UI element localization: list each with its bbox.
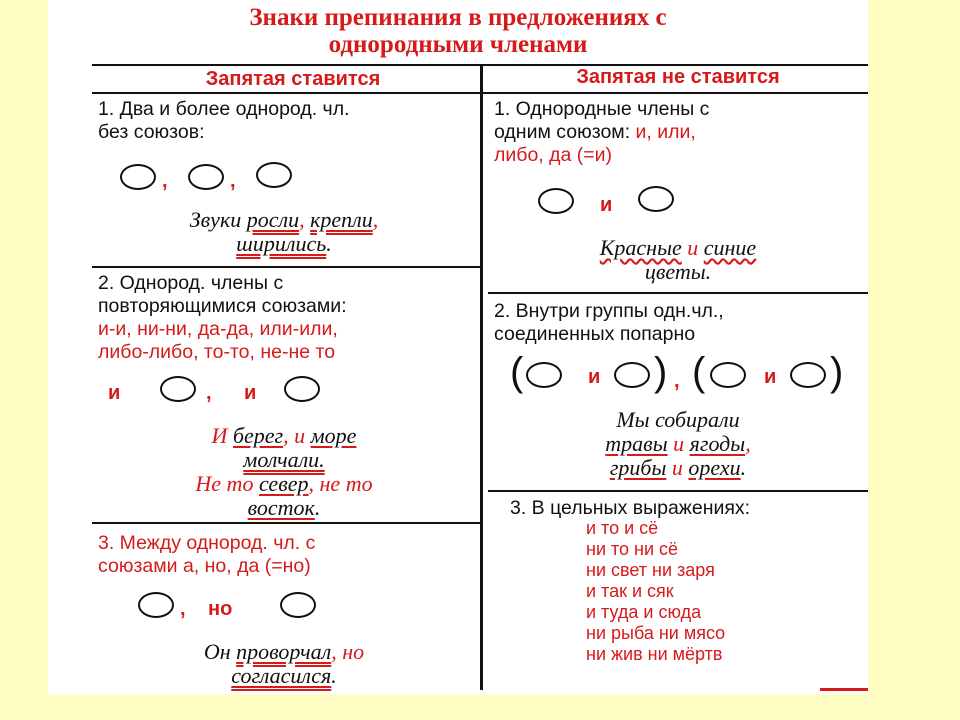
ex-word: Мы собирали bbox=[616, 407, 740, 432]
ex-comma: , bbox=[283, 423, 289, 448]
open-paren: ( bbox=[692, 350, 706, 394]
ex-subject: север bbox=[258, 471, 309, 496]
ex-comma: , bbox=[331, 639, 337, 664]
comma-mark: , bbox=[180, 598, 186, 620]
ex-object: ягоды bbox=[689, 431, 746, 456]
ex-word: цветы. bbox=[644, 259, 712, 284]
ex-word: Он bbox=[203, 639, 231, 664]
ex-comma: , bbox=[372, 207, 379, 232]
member-oval-icon bbox=[160, 376, 196, 402]
member-oval-icon bbox=[614, 362, 650, 388]
red-corner-mark bbox=[820, 688, 868, 691]
ex-conjunction: Не то bbox=[195, 471, 254, 496]
member-oval-icon bbox=[538, 188, 574, 214]
member-oval-icon bbox=[526, 362, 562, 388]
ex-conjunction: но bbox=[342, 639, 365, 664]
divider-left-1 bbox=[92, 266, 482, 268]
idiom-list bbox=[586, 518, 725, 665]
list-item: ни то ни сё bbox=[586, 539, 679, 559]
right-rule-3-line-1: 3. В цельных выражениях: bbox=[510, 497, 751, 519]
rules-table bbox=[48, 0, 868, 694]
left-rule-1-line-1: 1. Два и более однород. чл. bbox=[98, 98, 350, 120]
comma-mark: , bbox=[674, 370, 680, 392]
right-rule-2-line-1: 2. Внутри группы одн.чл., bbox=[494, 300, 724, 322]
ex-attribute: Красные bbox=[599, 235, 682, 260]
ex-object: орехи bbox=[688, 455, 741, 480]
left-rule-2-line-4: либо-либо, то-то, не-не то bbox=[98, 341, 336, 363]
title-line-2: однородными членами bbox=[328, 31, 588, 58]
ex-predicate: проворчал bbox=[236, 639, 332, 664]
ex-predicate: молчали. bbox=[243, 447, 325, 472]
comma-mark: , bbox=[206, 382, 212, 404]
list-item: и то и сё bbox=[586, 518, 659, 538]
ex-conjunction: и bbox=[671, 455, 683, 480]
divider-right-1 bbox=[488, 292, 868, 294]
divider-left-2 bbox=[92, 522, 482, 524]
conjunction-mark: и bbox=[244, 382, 257, 404]
ex-object: грибы bbox=[609, 455, 667, 480]
ex-predicate: росли bbox=[246, 207, 300, 232]
ex-subject: море bbox=[310, 423, 357, 448]
member-oval-icon bbox=[188, 164, 224, 190]
ex-comma: , bbox=[308, 471, 315, 496]
member-oval-icon bbox=[120, 164, 156, 190]
ex-predicate: крепли bbox=[310, 207, 373, 232]
ex-attribute: синие bbox=[703, 235, 757, 260]
right-rule-1-line-2-text: одним союзом: bbox=[494, 121, 636, 143]
divider-right-2 bbox=[488, 490, 868, 492]
open-paren: ( bbox=[510, 350, 524, 394]
list-item: ни свет ни заря bbox=[586, 560, 715, 580]
ex-dot: . bbox=[326, 231, 332, 256]
right-rule-1-conjunctions: и, или, bbox=[635, 121, 696, 143]
right-example-2 bbox=[488, 408, 868, 480]
conjunction-mark: но bbox=[208, 598, 233, 620]
list-item: ни жив ни мёртв bbox=[586, 644, 723, 664]
member-oval-icon bbox=[138, 592, 174, 618]
table-title bbox=[48, 4, 868, 58]
ex-conjunction: и bbox=[673, 431, 685, 456]
member-oval-icon bbox=[638, 186, 674, 212]
comma-mark: , bbox=[230, 170, 236, 192]
header-comma-not-placed: Запятая не ставится bbox=[576, 66, 780, 88]
conjunction-mark: и bbox=[764, 366, 777, 388]
list-item: и туда и сюда bbox=[586, 602, 702, 622]
member-oval-icon bbox=[284, 376, 320, 402]
right-rule-1-line-1: 1. Однородные члены с bbox=[494, 98, 710, 120]
ex-subject: берег bbox=[232, 423, 284, 448]
member-oval-icon bbox=[790, 362, 826, 388]
comma-mark: , bbox=[162, 170, 168, 192]
left-example-3 bbox=[94, 640, 474, 688]
ex-comma: , bbox=[745, 431, 751, 456]
ex-object: травы bbox=[605, 431, 668, 456]
member-oval-icon bbox=[256, 162, 292, 188]
left-example-1 bbox=[94, 208, 474, 256]
ex-dot: . bbox=[331, 663, 337, 688]
title-line-1: Знаки препинания в предложениях с bbox=[249, 4, 667, 31]
list-item: ни рыба ни мясо bbox=[586, 623, 726, 643]
ex-conjunction: и bbox=[294, 423, 306, 448]
right-rule-1-line-3: либо, да (=и) bbox=[494, 144, 613, 166]
conjunction-mark: и bbox=[588, 366, 601, 388]
ex-dot: . bbox=[740, 455, 747, 480]
ex-conjunction: и bbox=[687, 235, 699, 260]
left-rule-2-line-3: и-и, ни-ни, да-да, или-или, bbox=[98, 318, 338, 340]
left-rule-2-line-2: повторяющимися союзами: bbox=[98, 295, 347, 317]
left-rule-2-line-1: 2. Однород. члены с bbox=[98, 272, 284, 294]
divider-center bbox=[480, 64, 483, 690]
left-rule-3-line-2: союзами а, но, да (=но) bbox=[98, 555, 311, 577]
conjunction-mark: и bbox=[600, 194, 613, 216]
right-rule-1-line-2 bbox=[494, 121, 696, 144]
close-paren: ) bbox=[654, 350, 668, 394]
member-oval-icon bbox=[280, 592, 316, 618]
ex-word: Звуки bbox=[189, 207, 242, 232]
ex-subject: восток bbox=[247, 495, 315, 520]
list-item: и так и сяк bbox=[586, 581, 674, 601]
left-example-2 bbox=[94, 424, 474, 520]
ex-predicate: ширились bbox=[236, 231, 327, 256]
ex-conjunction: И bbox=[211, 423, 228, 448]
ex-predicate: согласился bbox=[231, 663, 332, 688]
header-comma-placed: Запятая ставится bbox=[205, 68, 381, 90]
right-rule-2-line-2: соединенных попарно bbox=[494, 323, 696, 345]
left-rule-1-line-2: без союзов: bbox=[98, 121, 205, 143]
right-example-1 bbox=[488, 236, 868, 284]
member-oval-icon bbox=[710, 362, 746, 388]
conjunction-mark: и bbox=[108, 382, 121, 404]
close-paren: ) bbox=[830, 350, 844, 394]
left-rule-3-line-1: 3. Между однород. чл. с bbox=[98, 532, 316, 554]
ex-comma: , bbox=[299, 207, 305, 232]
ex-dot: . bbox=[314, 495, 321, 520]
ex-conjunction: не то bbox=[319, 471, 373, 496]
